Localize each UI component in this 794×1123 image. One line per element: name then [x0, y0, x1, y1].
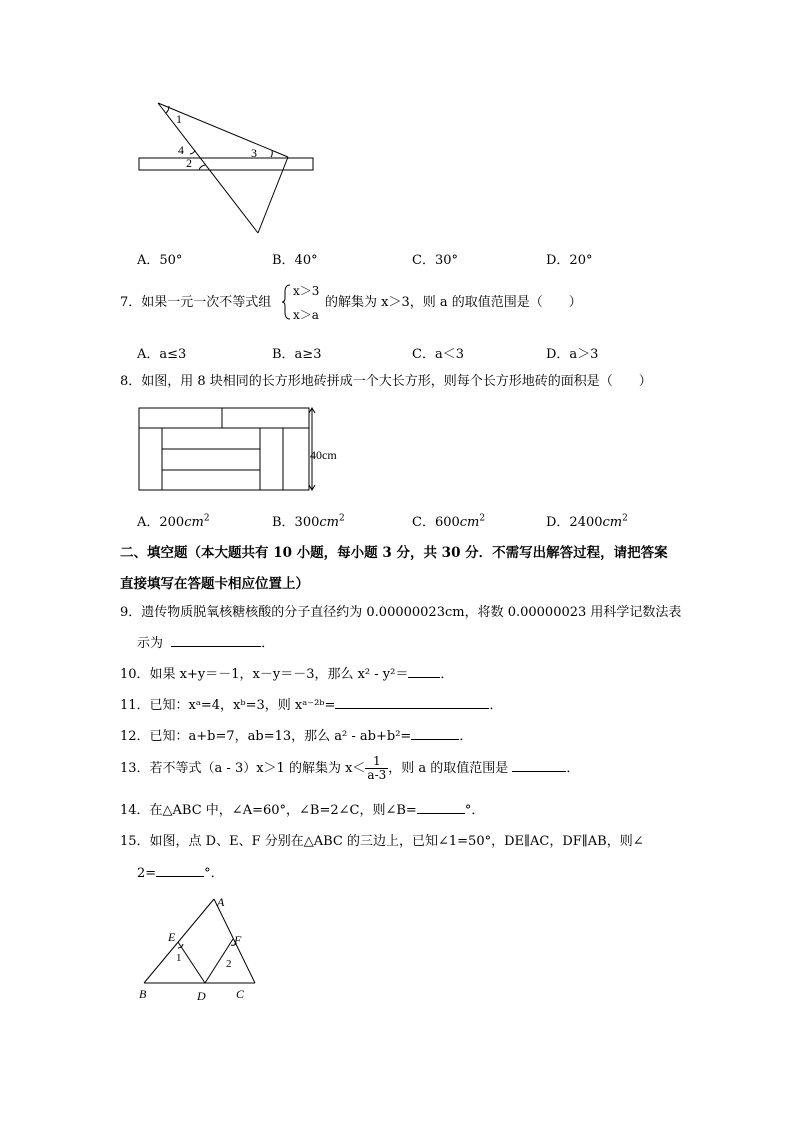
vertex-label-f: F — [234, 933, 242, 947]
q8-option-d-label: D．2400 — [546, 515, 603, 530]
q13-prefix: 13．若不等式（a - 3）x＞1 的解集为 x＜ — [120, 761, 366, 776]
vertex-label-a: A — [217, 895, 225, 909]
section-2-heading-line2: 直接填写在答题卡相应位置上） — [120, 576, 309, 592]
dimension-label-40cm: 40cm — [310, 448, 337, 462]
q7-option-d: D．a＞3 — [546, 347, 599, 362]
q7-option-c: C．a＜3 — [412, 347, 464, 362]
q9-line2-text: 示为 — [137, 636, 164, 651]
q13-fraction-numerator: 1 — [365, 755, 388, 769]
q13-fraction-denominator: a-3 — [367, 768, 387, 782]
section-2-heading-line1: 二、填空题（本大题共有 10 小题，每小题 3 分，共 30 分．不需写出解答过程，请把答案 — [120, 545, 668, 561]
q12-text: 12．已知：a+b=7，ab=13，那么 a² - ab+b²= — [120, 729, 412, 744]
q15-degree: ° — [204, 866, 211, 881]
q8-option-d-exp: 2 — [622, 513, 628, 524]
q7-system-line2: x＞a — [293, 308, 319, 322]
vertex-label-b: B — [139, 987, 147, 1001]
q8-option-c-unit: cm — [459, 515, 480, 530]
q6-option-b: B．40° — [272, 253, 318, 268]
q7-option-b: B．a≥3 — [272, 347, 322, 362]
q6-option-c: C．30° — [412, 253, 458, 268]
q8-option-b-unit: cm — [319, 515, 339, 530]
angle-label-1: 1 — [176, 112, 182, 126]
q10-period: ． — [440, 667, 454, 682]
q6-option-a: A．50° — [137, 253, 183, 268]
q15-period: ． — [210, 866, 224, 881]
q7-option-a: A．a≤3 — [137, 347, 187, 362]
q8-option-b-label: B．300 — [272, 515, 320, 530]
vertex-label-d: D — [197, 989, 206, 1003]
angle-label-2-fig3: 2 — [226, 958, 232, 970]
q15-line1: 15．如图，点 D、E、F 分别在△ABC 的三边上，已知∠1=50°，DE∥AC，DF∥AB，则∠ — [120, 834, 644, 849]
q6-option-d: D．20° — [546, 253, 593, 268]
angle-label-2: 2 — [186, 156, 192, 170]
q12-period: ． — [459, 729, 473, 744]
angle-label-4: 4 — [178, 143, 184, 157]
q11-period: ． — [489, 698, 503, 713]
q8-option-b-exp: 2 — [338, 513, 345, 524]
q8-option-c-label: C．600 — [412, 515, 460, 530]
q9-line1: 9．遗传物质脱氧核糖核酸的分子直径约为 0.00000023cm，将数 0.00000023 用科学记数法表 — [120, 605, 682, 620]
q9-period: ． — [261, 636, 275, 651]
q11-text: 11．已知：xᵃ=4，xᵇ=3，则 xᵃ⁻²ᵇ= — [120, 698, 336, 713]
q13-suffix: ，则 a 的取值范围是 — [388, 761, 509, 776]
q7-stem-suffix: 的解集为 x＞3，则 a 的取值范围是（ ） — [325, 295, 582, 310]
q14-degree: ° — [464, 803, 472, 818]
vertex-label-e: E — [168, 930, 176, 944]
q10-text: 10．如果 x+y＝－1，x－y＝－3，那么 x² - y²＝ — [120, 667, 409, 682]
q7-system-line1: x＞3 — [293, 284, 320, 298]
q8-option-a-label: A．200 — [137, 515, 185, 530]
q14-text: 14．在△ABC 中，∠A=60°，∠B=2∠C，则∠B= — [120, 803, 417, 818]
vertex-label-c: C — [236, 987, 245, 1001]
angle-label-1-fig3: 1 — [176, 952, 182, 964]
angle-label-3: 3 — [251, 146, 257, 160]
q8-stem: 8．如图，用 8 块相同的长方形地砖拼成一个大长方形，则每个长方形地砖的面积是（ ） — [120, 374, 652, 389]
q15-line2-text: 2= — [137, 866, 157, 881]
q8-option-d-unit: cm — [602, 515, 623, 530]
q8-option-c-exp: 2 — [479, 513, 486, 524]
q8-option-a-exp: 2 — [203, 513, 210, 524]
q13-period: ． — [566, 761, 580, 776]
q7-stem-prefix: 7．如果一元一次不等式组 — [120, 295, 272, 310]
q8-option-a-unit: cm — [184, 515, 204, 530]
q14-period: ． — [471, 803, 485, 818]
